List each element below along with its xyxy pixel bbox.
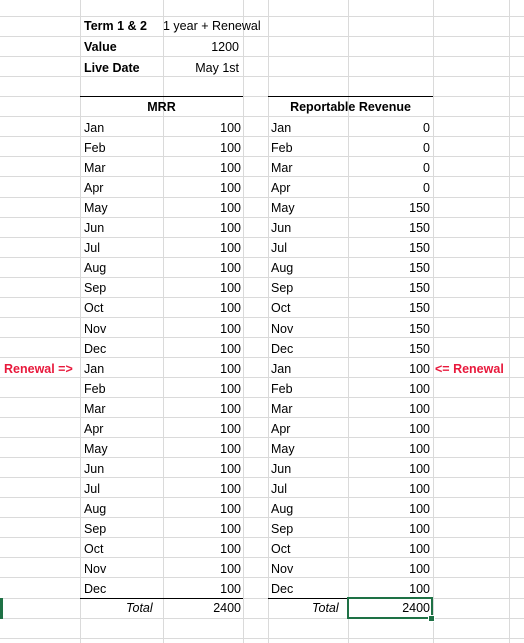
row-gridline [0,277,524,278]
revenue-month[interactable]: May [271,201,295,215]
row-gridline [0,598,524,599]
mrr-value[interactable]: 100 [220,422,241,436]
mrr-value[interactable]: 100 [220,141,241,155]
row-gridline [0,217,524,218]
row-gridline [0,237,524,238]
revenue-value[interactable]: 150 [409,301,430,315]
row-gridline [0,257,524,258]
mrr-value[interactable]: 100 [220,542,241,556]
mrr-month[interactable]: Oct [84,542,104,556]
mrr-value[interactable]: 100 [220,442,241,456]
row-gridline [0,136,524,137]
revenue-value[interactable]: 100 [409,482,430,496]
mrr-value[interactable]: 100 [220,301,241,315]
revenue-month[interactable]: Mar [271,402,293,416]
mrr-month[interactable]: Apr [84,422,104,436]
mrr-month[interactable]: Nov [84,562,107,576]
row-gridline [0,477,524,478]
revenue-value[interactable]: 150 [409,342,430,356]
row-gridline [0,557,524,558]
row-gridline [0,517,524,518]
revenue-value[interactable]: 100 [409,582,430,596]
mrr-month[interactable]: Aug [84,261,107,275]
revenue-month[interactable]: Nov [271,322,294,336]
revenue-month[interactable]: Oct [271,542,291,556]
revenue-month[interactable]: Dec [271,342,294,356]
row-gridline [0,36,524,37]
mrr-value[interactable]: 100 [220,382,241,396]
fill-handle[interactable] [428,615,435,622]
column-gridline [243,0,244,643]
row-gridline [0,337,524,338]
revenue-month[interactable]: Apr [271,422,291,436]
row-gridline [0,357,524,358]
mrr-value[interactable]: 100 [220,482,241,496]
column-gridline [509,0,510,643]
row-gridline [0,96,524,97]
revenue-value[interactable]: 150 [409,201,430,215]
revenue-value[interactable]: 100 [409,522,430,536]
live-date-label[interactable]: Live Date [84,61,140,75]
row-gridline [0,76,524,77]
row-gridline [0,417,524,418]
mrr-value[interactable]: 100 [220,121,241,135]
revenue-month[interactable]: Jul [271,241,287,255]
mrr-value[interactable]: 100 [220,221,241,235]
mrr-value[interactable]: 100 [220,261,241,275]
revenue-month[interactable]: May [271,442,295,456]
row-gridline [0,176,524,177]
mrr-month[interactable]: Feb [84,141,106,155]
mrr-month[interactable]: Jan [84,362,105,376]
mrr-month[interactable]: Jul [84,241,100,255]
revenue-month[interactable]: Feb [271,382,293,396]
revenue-month[interactable]: Sep [271,281,294,295]
mrr-month[interactable]: Dec [84,342,107,356]
revenue-month[interactable]: Jun [271,221,292,235]
mrr-value[interactable]: 100 [220,322,241,336]
revenue-month[interactable]: Jan [271,362,292,376]
mrr-month[interactable]: Jan [84,121,105,135]
mrr-month[interactable]: May [84,201,108,215]
mrr-value[interactable]: 100 [220,241,241,255]
revenue-total-label[interactable]: Total [312,601,339,615]
live-date-value[interactable]: May 1st [195,61,239,75]
row-gridline [0,638,524,639]
mrr-value[interactable]: 100 [220,342,241,356]
revenue-value[interactable]: 100 [409,382,430,396]
revenue-value[interactable]: 100 [409,422,430,436]
active-cell-selection[interactable] [347,597,433,619]
mrr-value[interactable]: 100 [220,201,241,215]
mrr-total-value[interactable]: 2400 [213,601,241,615]
mrr-value[interactable]: 100 [220,582,241,596]
row-gridline [0,56,524,57]
revenue-value[interactable]: 0 [423,161,430,175]
mrr-month[interactable]: Sep [84,281,107,295]
revenue-month[interactable]: Oct [271,301,291,315]
row-gridline [0,16,524,17]
row-gridline [0,116,524,117]
mrr-value[interactable]: 100 [220,402,241,416]
revenue-month[interactable]: Aug [271,261,294,275]
revenue-value[interactable]: 100 [409,362,430,376]
row-gridline [0,197,524,198]
mrr-month[interactable]: Feb [84,382,106,396]
mrr-month[interactable]: Mar [84,161,106,175]
revenue-month[interactable]: Apr [271,181,291,195]
mrr-month[interactable]: Jun [84,462,105,476]
revenue-value[interactable]: 150 [409,241,430,255]
mrr-value[interactable]: 100 [220,462,241,476]
revenue-value[interactable]: 100 [409,562,430,576]
value-amount[interactable]: 1200 [211,40,239,54]
mrr-value[interactable]: 100 [220,522,241,536]
row-selection-marker [0,598,3,619]
revenue-value[interactable]: 100 [409,542,430,556]
mrr-month[interactable]: Oct [84,301,104,315]
revenue-month[interactable]: Jul [271,482,287,496]
row-gridline [0,497,524,498]
term-value[interactable]: 1 year + Renewal [163,19,261,33]
row-gridline [0,457,524,458]
revenue-value[interactable]: 150 [409,281,430,295]
row-gridline [0,437,524,438]
mrr-value[interactable]: 100 [220,281,241,295]
revenue-value[interactable]: 0 [423,141,430,155]
revenue-value[interactable]: 0 [423,121,430,135]
row-gridline [0,537,524,538]
row-gridline [0,317,524,318]
revenue-value[interactable]: 150 [409,221,430,235]
mrr-month[interactable]: Nov [84,322,107,336]
revenue-value[interactable]: 150 [409,261,430,275]
value-label[interactable]: Value [84,40,117,54]
mrr-month[interactable]: Sep [84,522,107,536]
revenue-value[interactable]: 150 [409,322,430,336]
revenue-value[interactable]: 100 [409,502,430,516]
mrr-month[interactable]: Jul [84,482,100,496]
column-gridline [433,0,434,643]
mrr-month[interactable]: Jun [84,221,105,235]
revenue-value[interactable]: 100 [409,402,430,416]
revenue-value[interactable]: 0 [423,181,430,195]
revenue-month[interactable]: Aug [271,502,294,516]
revenue-month[interactable]: Dec [271,582,294,596]
mrr-value[interactable]: 100 [220,502,241,516]
revenue-month[interactable]: Mar [271,161,293,175]
mrr-month[interactable]: Aug [84,502,107,516]
revenue-value[interactable]: 100 [409,462,430,476]
row-gridline [0,397,524,398]
revenue-month[interactable]: Nov [271,562,294,576]
row-gridline [0,577,524,578]
mrr-value[interactable]: 100 [220,562,241,576]
revenue-header[interactable]: Reportable Revenue [290,100,411,114]
mrr-value[interactable]: 100 [220,362,241,376]
mrr-month[interactable]: May [84,442,108,456]
revenue-month[interactable]: Jan [271,121,292,135]
row-gridline [0,618,524,619]
row-gridline [0,297,524,298]
mrr-month[interactable]: Mar [84,402,106,416]
mrr-value[interactable]: 100 [220,181,241,195]
renewal-right-annotation[interactable]: <= Renewal [435,362,504,376]
term-label[interactable]: Term 1 & 2 [84,19,147,33]
mrr-total-label[interactable]: Total [126,601,153,615]
revenue-month[interactable]: Feb [271,141,293,155]
row-gridline [0,156,524,157]
revenue-month[interactable]: Sep [271,522,294,536]
mrr-month[interactable]: Dec [84,582,107,596]
revenue-value[interactable]: 100 [409,442,430,456]
mrr-month[interactable]: Apr [84,181,104,195]
mrr-header[interactable]: MRR [147,100,176,114]
revenue-total-value[interactable]: 2400 [402,601,430,615]
renewal-left-annotation[interactable]: Renewal => [4,362,73,376]
mrr-value[interactable]: 100 [220,161,241,175]
revenue-month[interactable]: Jun [271,462,292,476]
